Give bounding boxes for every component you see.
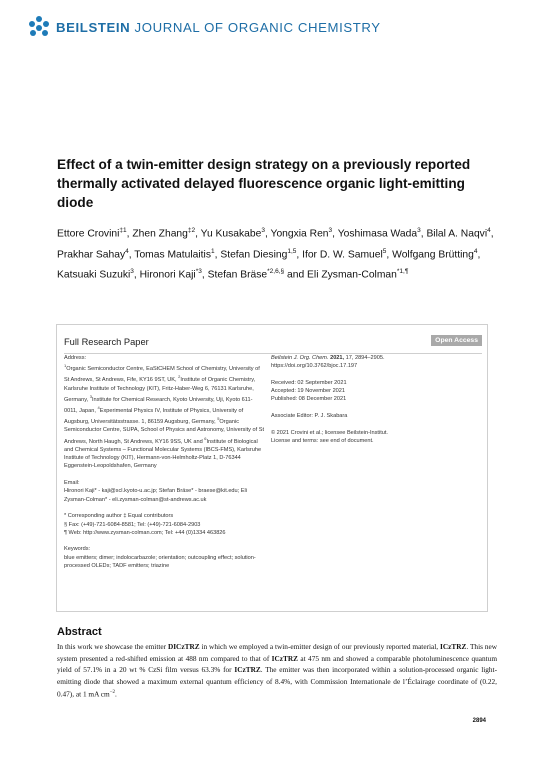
keywords-label: Keywords: [64,546,91,553]
associate-editor: Associate Editor: P. J. Skabara [271,413,348,420]
license-line: © 2021 Crovini et al.; licensee Beilstein-Institut. [271,429,388,436]
author-separator: , [201,269,208,281]
affiliations [64,362,264,470]
author-name: Eli Zysman-Colman [307,269,397,281]
keywords: blue emitters; dimer; indolocarbazole; orientation; outcoupling effect; solution-processed OLEDs; TADF emitters; triazine [64,554,256,569]
affiliation-number: 5 [217,416,220,422]
article-title: Effect of a twin-emitter design strategy on a previously reported thermally activated delayed fluorescence organic light-emitting diode [57,157,471,210]
author-separator: , [420,228,427,240]
author-separator: , [477,249,481,261]
author-affiliation-mark: 3 [261,227,265,234]
author-affiliation-mark: ‡2 [187,227,196,234]
address-column [64,354,264,570]
author-affiliation-mark: 3 [130,268,134,276]
author-affiliation-mark: 3 [417,227,421,234]
email-label: Email: [64,480,80,487]
affiliation-number: 3 [89,393,92,399]
author-name: Stefan Bräse [207,269,268,281]
author-separator: and [284,269,308,281]
author-separator: , [214,249,221,261]
author-name: Hironori Kaji [139,269,196,281]
affiliation-text: Institute for Chemical Research, Kyoto University, Uji, Kyoto 611-0011, Japan, [64,396,253,414]
author-name: Ettore Crovini [57,228,120,240]
author-affiliation-mark: 4 [125,247,129,255]
author-name: Bilal A. Naqvi [426,228,488,240]
article-type: Full Research Paper [64,337,149,347]
author-name: Tomas Matulaitis [134,249,211,261]
affiliation-text: Institute of Organic Chemistry, Karlsruhe Institute of Technology (KIT), Fritz-Haber-Weg 6, 76131 Karlsruhe, Germany, [64,377,256,403]
author-affiliation-mark: 5 [382,247,387,255]
author-separator: , [332,228,338,240]
accepted-date: Accepted: 19 November 2021 [271,388,346,395]
author-separator: , [264,228,271,240]
affiliation-number: 2 [178,374,181,380]
author-separator: , [296,249,303,261]
author-list [57,222,517,284]
open-access-badge[interactable]: Open Access [431,335,482,346]
author-affiliation-mark: ‡1 [119,227,127,234]
author-separator: , [386,249,393,261]
author-name: Yongxia Ren [270,228,329,240]
abstract-heading: Abstract [57,626,102,638]
author-affiliation-mark: 4 [487,227,491,234]
author-separator: , [133,269,140,281]
author-name: Stefan Diesing [220,249,288,261]
affiliation-number: 6 [204,435,207,441]
affiliation-text: Organic Semiconductor Centre, EaStCHEM School of Chemistry, University of St Andrews, St Andrews, Fife, KY16 9ST, UK, [64,366,260,384]
author-affiliation-mark: 3 [328,227,333,234]
citation: Beilstein J. Org. Chem. 2021, 17, 2894–2905. [271,355,385,361]
author-separator: , [195,228,201,240]
affiliation-text: Institute of Biological and Chemical Systems – Functional Molecular Systems (IBCS-FMS), Karlsruhe Institute of Technology (KIT), Hermann-von-Helmholtz-Platz 1, D-76344 Eggenstein-Leopoldshafen, Germany [64,438,262,470]
citation-column [271,354,481,445]
author-separator: , [126,228,133,240]
license-terms: License and terms: see end of document. [271,437,374,444]
author-name: Prakhar Sahay [57,249,126,261]
journal-name: BEILSTEIN JOURNAL OF ORGANIC CHEMISTRY [56,19,381,35]
author-name: Wolfgang Brütting [392,249,474,261]
received-date: Received: 02 September 2021 [271,379,347,386]
author-affiliation-mark: 1,5 [287,247,297,255]
journal-header [28,16,381,38]
affiliation-text: Organic Semiconductor Centre, SUPA, School of Physics and Astronomy, University of St Andrews, North Haugh, St Andrews, KY16 9SS, UK and [64,419,265,445]
corresponding-note: * Corresponding author ‡ Equal contributors [64,513,174,520]
author-name: Yu Kusakabe [200,228,262,240]
author-separator: , [128,249,135,261]
author-affiliation-mark: *3 [195,268,202,276]
web-note[interactable]: ¶ Web: http://www.zysman-colman.com; Tel: +44 (0)1334 463826 [64,529,226,536]
email-line[interactable]: Hironori Kaji* - kaji@scl.kyoto-u.ac.jp; Stefan Bräse* - braese@kit.edu; Eli Zysman-Colman* - eli.zysman-colman@st-andrews.ac.uk [64,488,247,503]
affiliation-text: Experimental Physics IV, Institute of Physics, University of Augsburg, Universitätsstrasse. 1, 86159 Augsburg, Germany, [64,407,244,426]
beilstein-logo-icon [28,16,50,38]
published-date: Published: 08 December 2021 [271,396,347,403]
article-info-box [56,324,488,612]
doi-link[interactable]: https://doi.org/10.3762/bjoc.17.197 [271,363,358,370]
fax-note: § Fax: (+49)-721-6084-8581; Tel: (+49)-721-6084-2903 [64,521,201,528]
author-affiliation-mark: 4 [473,247,478,255]
abstract-text: In this work we showcase the emitter DICzTRZ in which we employed a twin-emitter design of our previously reported material, ICzTRZ. This new system presented a red-shifted emission at 488 nm compared to that of ICzTRZ at 475 nm and showed a comparable photoluminescence quantum yield of 57.1% in a 20 wt % CzSi film versus 63.3% for ICzTRZ. The emitter was then incorporated within a solution-processed organic light-emitting diode that showed a maximum external quantum efficiency of 8.4%, with Commission Internationale de l’Éclairage coordinate of (0.22, 0.47), at 1 mA $cm^{-2}$. [57,642,498,699]
address-label: Address: [64,355,87,361]
author-name: Yoshimasa Wada [337,228,418,240]
author-affiliation-mark: 1 [210,247,215,255]
affiliation-number: 1 [64,363,67,369]
author-affiliation-mark: *1,¶ [396,268,409,276]
author-name: Zhen Zhang [132,228,188,240]
affiliation-number: 4 [97,405,100,411]
author-name: Katsuaki Suzuki [57,269,131,281]
author-name: Ifor D. W. Samuel [302,249,383,261]
author-separator: , [490,228,494,240]
page-number: 2894 [472,718,486,724]
author-affiliation-mark: *2,6,§ [267,268,285,276]
